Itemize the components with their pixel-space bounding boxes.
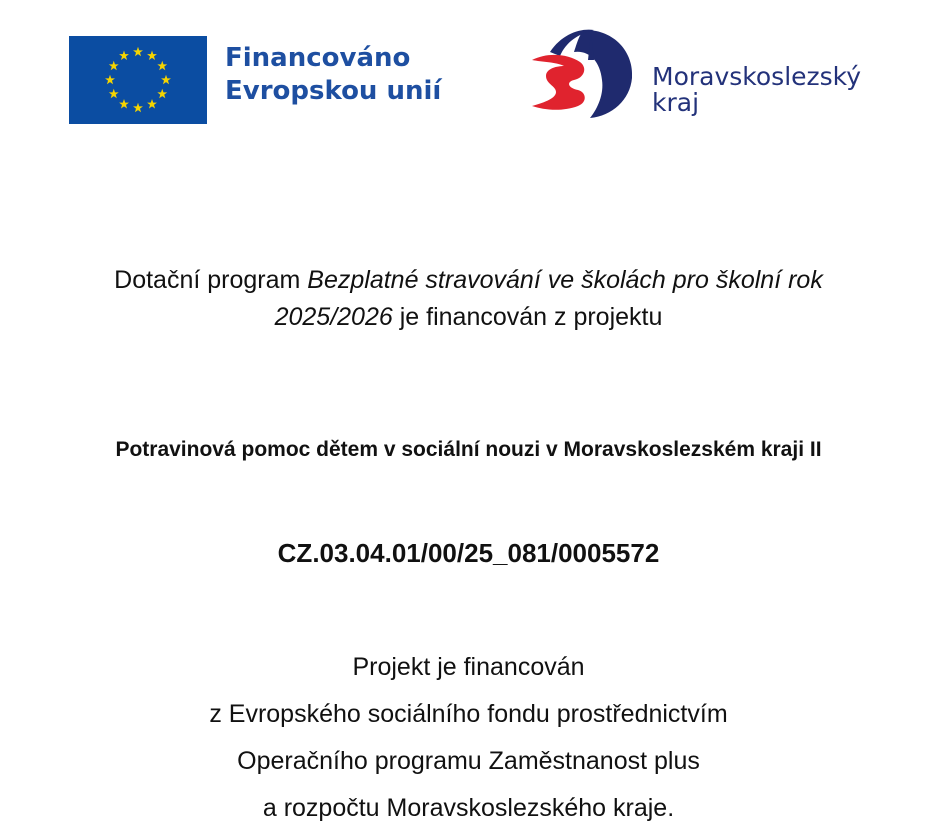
eu-logo-line1: Financováno (225, 43, 411, 73)
intro-line-1 (0, 262, 937, 299)
funding-line: z Evropského sociálního fondu prostřednictvím (209, 700, 728, 728)
project-code: CZ.03.04.01/00/25_081/0005572 (277, 538, 660, 568)
msk-logo-text (652, 64, 861, 116)
eu-logo-text (225, 42, 455, 108)
msk-emblem-icon (528, 22, 644, 122)
funding-statement (0, 644, 937, 832)
program-name-part1: Bezplatné stravování ve školách pro školní rok (307, 266, 823, 294)
intro-prefix: Dotační program (114, 266, 308, 294)
intro-line-2 (0, 299, 937, 336)
funding-line: Operačního programu Zaměstnanost plus (237, 747, 700, 775)
funding-line: a rozpočtu Moravskoslezského kraje. (262, 794, 675, 822)
eu-funding-logo (69, 36, 449, 124)
intro-paragraph (0, 262, 937, 336)
msk-logo-line1: Moravskoslezský (652, 62, 862, 91)
eu-flag-icon (69, 36, 207, 124)
msk-region-logo (528, 22, 888, 132)
intro-suffix: je financován z projektu (392, 303, 663, 331)
funding-line: Projekt je financován (352, 653, 585, 681)
msk-logo-line2: kraj (652, 88, 700, 117)
program-name-part2: 2025/2026 (274, 303, 393, 331)
eu-logo-line2: Evropskou unií (225, 76, 442, 106)
project-name: Potravinová pomoc dětem v sociální nouzi v Moravskoslezském kraji II (115, 438, 822, 461)
